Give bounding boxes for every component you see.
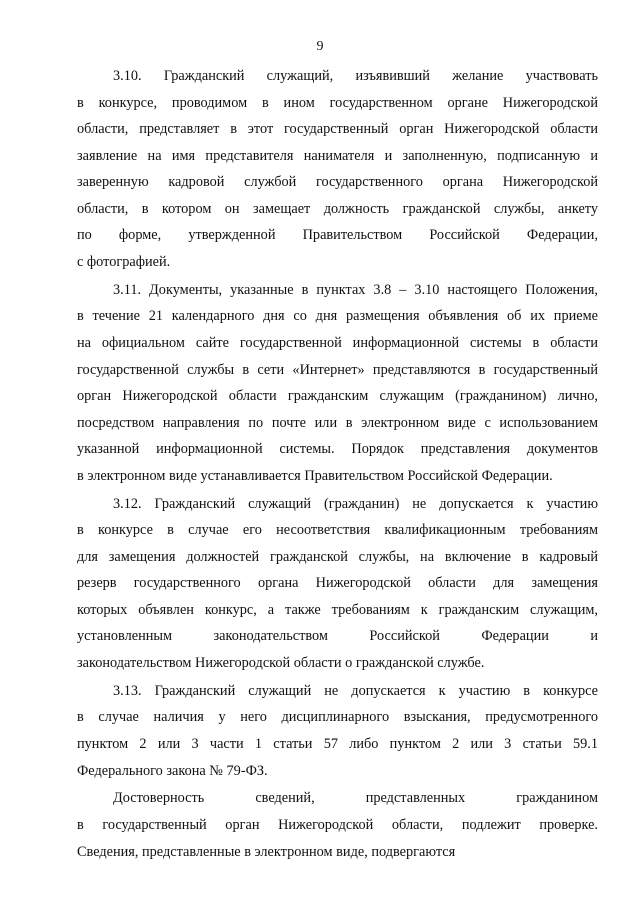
text-line: посредством направления по почте или в электронном виде с использованием	[77, 414, 598, 431]
text-line: государственной службы в сети «Интернет» представляются в государственный	[77, 361, 598, 378]
text-line: на официальном сайте государственной информационной системы в области	[77, 334, 598, 351]
text-line: 3.13. Гражданский служащий не допускается к участию в конкурсе	[113, 682, 598, 699]
text-line: заявление на имя представителя нанимателя и заполненную, подписанную и	[77, 147, 598, 164]
text-line: 3.11. Документы, указанные в пунктах 3.8 – 3.10 настоящего Положения,	[113, 281, 598, 298]
text-line: Федерального закона № 79-ФЗ.	[77, 762, 268, 779]
text-line: законодательством Нижегородской области о гражданской службе.	[77, 654, 485, 671]
text-line: резерв государственного органа Нижегородской области для замещения	[77, 575, 598, 592]
text-line: 3.10. Гражданский служащий, изъявивший желание участвовать	[113, 68, 598, 84]
text-line: в случае наличия у него дисциплинарного взыскания, предусмотренного	[77, 709, 598, 726]
page-number: 9	[316, 39, 324, 54]
text-line: Достоверность сведений, представленных гражданином	[113, 790, 598, 807]
text-line: орган Нижегородской области гражданским служащим (гражданином) лично,	[77, 388, 598, 404]
text-line: области, в котором он замещает должность гражданской службы, анкету	[77, 200, 598, 217]
text-line: по форме, утвержденной Правительством Российской Федерации,	[77, 227, 598, 244]
text-line: в конкурсе в случае его несоответствия квалификационным требованиям	[77, 522, 598, 539]
text-line: в электронном виде устанавливается Правительством Российской Федерации.	[77, 467, 553, 484]
text-line: с фотографией.	[77, 253, 171, 270]
text-line: в течение 21 календарного дня со дня размещения объявления об их приеме	[77, 308, 598, 325]
text-line: которых объявлен конкурс, а также требованиям к гражданским служащим,	[77, 601, 598, 618]
text-line: пунктом 2 или 3 части 1 статьи 57 либо пунктом 2 или 3 статьи 59.1	[77, 735, 598, 752]
text-line: в государственный орган Нижегородской области, подлежит проверке.	[77, 817, 598, 833]
text-line: установленным законодательством Российской Федерации и	[77, 628, 598, 645]
text-line: в конкурсе, проводимом в ином государственном органе Нижегородской	[77, 94, 598, 111]
text-line: 3.12. Гражданский служащий (гражданин) не допускается к участию	[113, 495, 598, 512]
text-line: заверенную кадровой службой государственного органа Нижегородской	[77, 174, 598, 191]
text-line: для замещения должностей гражданской службы, на включение в кадровый	[77, 548, 598, 565]
text-line: указанной информационной системы. Порядок представления документов	[77, 441, 598, 458]
text-line: области, представляет в этот государственный орган Нижегородской области	[77, 121, 598, 138]
text-line: Сведения, представленные в электронном виде, подвергаются	[77, 843, 456, 860]
